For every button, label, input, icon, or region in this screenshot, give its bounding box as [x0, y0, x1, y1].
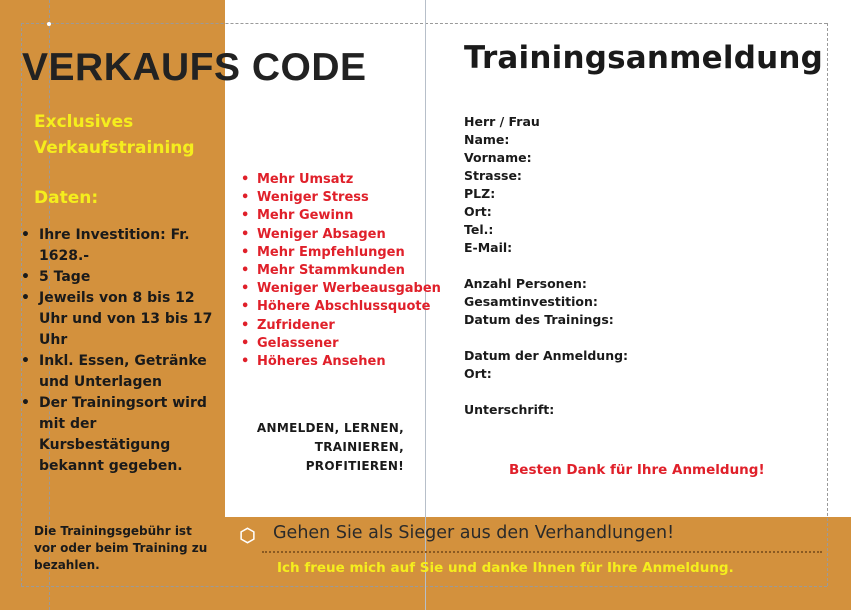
daten-heading: Daten: [34, 188, 99, 208]
list-item: • Höheres Ansehen [241, 353, 441, 371]
strasse-field: Strasse: [464, 168, 522, 183]
total-field: Gesamtinvestition: [464, 294, 598, 309]
signup-date-field: Datum der Anmeldung: [464, 348, 629, 363]
list-item: • 5 Tage [20, 267, 225, 288]
subtitle [34, 109, 195, 161]
list-item: • Mehr Gewinn [241, 207, 441, 225]
guide-line [827, 23, 828, 586]
slogan-line: TRAINIEREN, PROFITIEREN! [305, 440, 404, 473]
band-headline: Gehen Sie als Sieger aus den Verhandlungen! [273, 523, 675, 543]
list-item: • Jeweils von 8 bis 12 Uhr und von 13 bis 17 Uhr [20, 288, 225, 351]
main-title: VERKAUFS CODE [22, 46, 367, 89]
dotted-divider [262, 551, 822, 553]
list-item: • Mehr Stammkunden [241, 262, 441, 280]
guide-line [21, 586, 827, 587]
list-item: • Der Trainingsort wird mit der Kursbestätigung bekannt gegeben. [20, 393, 225, 477]
tel-field: Tel.: [464, 222, 494, 237]
guide-anchor [47, 22, 51, 26]
ort-field: Ort: [464, 204, 492, 219]
form-title: Trainingsanmeldung [464, 40, 824, 76]
subtitle-line: Verkaufstraining [34, 138, 195, 158]
email-field: E-Mail: [464, 240, 513, 255]
hexagon-icon [239, 527, 256, 544]
salutation-label: Herr / Frau [464, 114, 540, 129]
list-item: • Mehr Empfehlungen [241, 244, 441, 262]
list-item: • Ihre Investition: Fr. 1628.- [20, 225, 225, 267]
list-item: • Weniger Werbeausgaben [241, 280, 441, 298]
list-item: • Höhere Abschlussquote [241, 298, 441, 316]
benefits-list [241, 171, 441, 371]
list-item: • Weniger Stress [241, 189, 441, 207]
fee-note: Die Trainingsgebühr ist vor oder beim Training zu bezahlen. [34, 524, 208, 572]
list-item: • Weniger Absagen [241, 226, 441, 244]
band-subline: Ich freue mich auf Sie und danke Ihnen für Ihre Anmeldung. [277, 560, 734, 576]
signature-field: Unterschrift: [464, 402, 555, 417]
subtitle-line: Exclusives [34, 112, 134, 132]
vorname-field: Vorname: [464, 150, 532, 165]
name-field: Name: [464, 132, 510, 147]
slogan-line: ANMELDEN, LERNEN, [256, 421, 404, 435]
facts-list [20, 225, 225, 477]
thanks-text: Besten Dank für Ihre Anmeldung! [509, 462, 765, 478]
persons-field: Anzahl Personen: [464, 276, 587, 291]
guide-line [21, 23, 827, 24]
list-item: • Gelassener [241, 335, 441, 353]
training-date-field: Datum des Trainings: [464, 312, 614, 327]
list-item: • Inkl. Essen, Getränke und Unterlagen [20, 351, 225, 393]
place-field: Ort: [464, 366, 492, 381]
list-item: • Zufridener [241, 317, 441, 335]
list-item: • Mehr Umsatz [241, 171, 441, 189]
plz-field: PLZ: [464, 186, 496, 201]
slogan [230, 419, 404, 476]
